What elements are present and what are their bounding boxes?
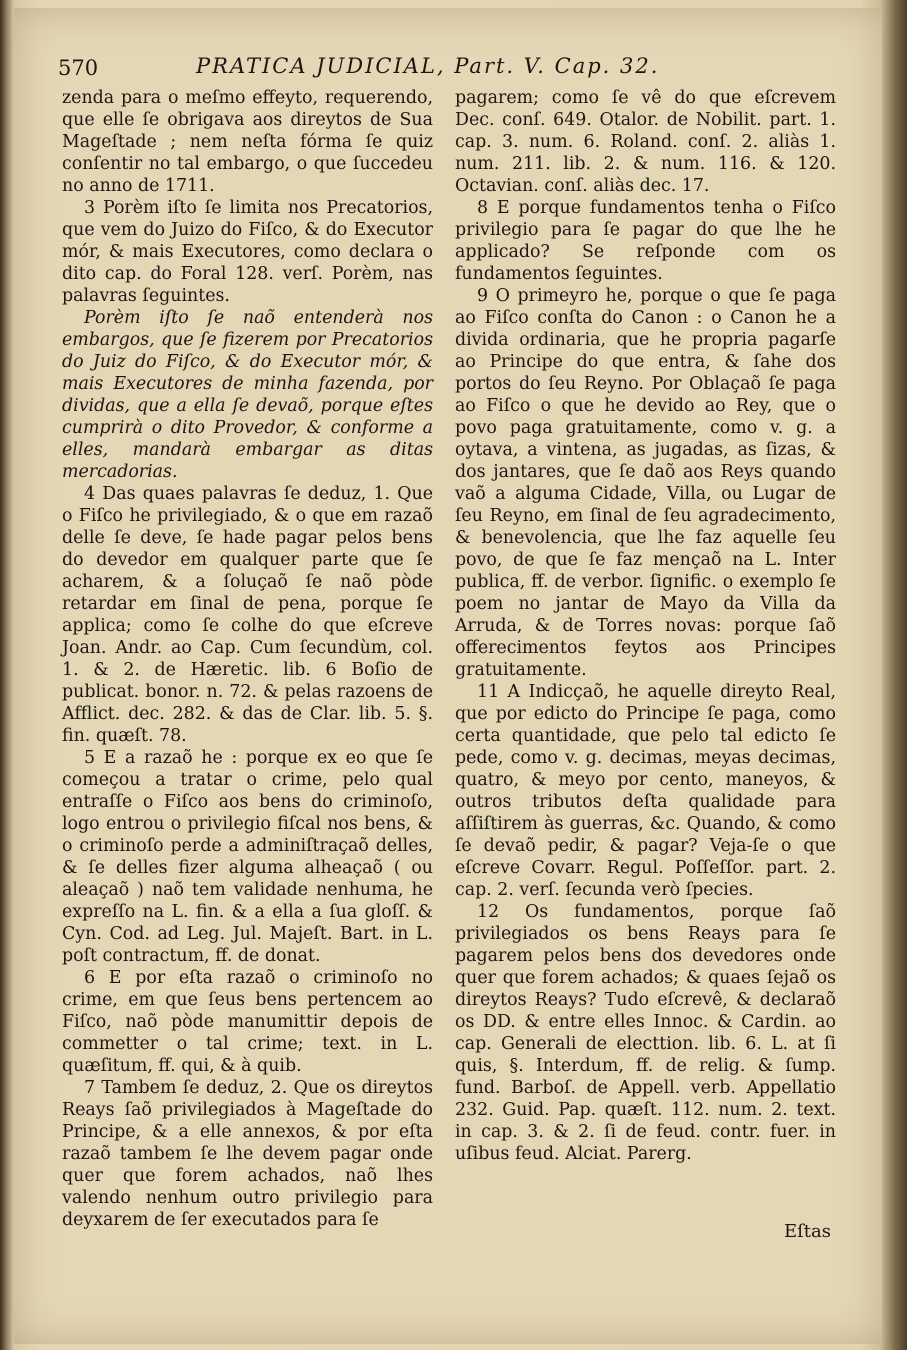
paragraph: 9 O primeyro he, porque o que ſe paga ao Fiſco conſta do Canon : o Canon he a divida ordinaria, que he propria pagarſe ao Principe do que entra, & ſahe dos portos do ſeu Reyno. Por Oblaçaõ ſe paga ao Fiſco o que he devido ao Rey, que o povo paga gratuitamente, como v. g. a oytava, a vintena, as jugadas, as ſizas, & dos jantares, que ſe daõ aos Reys quando vaõ a alguma Cidade, Villa, ou Lugar de ſeu Reyno, em ſinal de ſeu agradecimento, & benevolencia, que lhe faz aquelle ſeu povo, de que ſe faz mençaõ na L. Inter publica, ff. de verbor. ſignific. o exemplo ſe poem no jantar de Mayo da Villa da Arruda, & de Torres novas: porque ſaõ offerecimentos feytos aos Principes gratuitamente. xyxy=(455,286,836,680)
paragraph: 4 Das quaes palavras ſe deduz, 1. Que o Fiſco he privilegiado, & o que em razaõ delle ſe deve, ſe hade pagar pelos bens do devedor em qualquer parte que ſe acharem, & a ſoluçaõ ſe naõ pòde retardar em ſinal de pena, porque ſe applica; como ſe colhe do que eſcreve Joan. Andr. ao Cap. Cum ſecundùm, col. 1. & 2. de Hæretic. lib. 6 Boſio de publicat. bonor. n. 72. & pelas razoens de Afflict. dec. 282. & das de Clar. lib. 5. §. fin. quæſt. 78. xyxy=(62,484,433,746)
left-column xyxy=(62,87,433,1231)
paragraph: 3 Porèm iſto ſe limita nos Precatorios, que vem do Juizo do Fiſco, & do Executor mór, & mais Executores, como declara o dito cap. do Foral 128. verſ. Porèm, nas palavras ſeguintes. xyxy=(62,198,433,306)
paragraph: zenda para o meſmo effeyto, requerendo, que elle ſe obrigava aos direytos de Sua Mageſtade ; nem neſta fórma ſe quiz conſentir no tal embargo, o que ſuccedeu no anno de 1711. xyxy=(62,88,433,196)
paragraph: 7 Tambem ſe deduz, 2. Que os direytos Reays ſaõ privilegiados à Mageſtade do Principe, & a elle annexos, & por eſta razaõ tambem ſe lhe devem pagar onde quer que forem achados, naõ lhes valendo nenhum outro privilegio para deyxarem de ſer executados para ſe xyxy=(62,1078,433,1230)
paragraph: 6 E por eſta razaõ o criminoſo no crime, em que ſeus bens pertencem ao Fiſco, naõ pòde manumittir depois de commetter o tal crime; text. in L. quæſitum, ff. qui, & à quib. xyxy=(62,968,433,1076)
paragraph: Porèm iſto ſe naõ entenderà nos embargos, que ſe fizerem por Precatorios do Juiz do Fiſco, & do Executor mór, & mais Executores de minha fazenda, por dividas, que a ella ſe devaõ, porque eſtes cumprirà o dito Provedor, & conforme a elles, mandarà embargar as ditas mercadorias. xyxy=(62,308,433,482)
paragraph: pagarem; como ſe vê do que eſcrevem Dec. conſ. 649. Otalor. de Nobilit. part. 1. cap. 3. num. 6. Roland. conſ. 2. aliàs 1. num. 211. lib. 2. & num. 116. & 120. Octavian. conſ. aliàs dec. 17. xyxy=(455,88,836,196)
paragraph: 12 Os fundamentos, porque ſaõ privilegiados os bens Reays para ſe pagarem pelos bens dos devedores onde quer que forem achados; & quaes ſejaõ os direytos Reays? Tudo eſcrevê, & declaraõ os DD. & entre elles Innoc. & Cardin. ao cap. Generali de electtion. lib. 6. L. at ſi quis, §. Interdum, ff. de relig. & ſump. fund. Barboſ. de Appell. verb. Appellatio 232. Guid. Pap. quæſt. 112. num. 2. text. in cap. 3. & 2. ſi de feud. contr. fuer. in uſibus feud. Alciat. Parerg. xyxy=(455,902,836,1164)
paragraph: 5 E a razaõ he : porque ex eo que ſe começou a tratar o crime, pelo qual entraſſe o Fiſco aos bens do criminoſo, logo entrou o privilegio fiſcal nos bens, & o criminoſo perde a adminiſtraçaõ delles, & ſe delles fizer alguma alheaçaõ ( ou aleaçaõ ) naõ tem validade nenhuma, he expreſſo na L. fin. & a ella a ſua gloſſ. & Cyn. Cod. ad Leg. Jul. Majeſt. Bart. in L. poſt contractum, ff. de donat. xyxy=(62,748,433,966)
catchword: Eſtas xyxy=(784,1221,832,1242)
page-header xyxy=(58,50,838,90)
right-column xyxy=(455,87,836,1165)
running-title: PRATICA JUDICIAL, Part. V. Cap. 32. xyxy=(196,54,660,78)
paragraph: 11 A Indicçaõ, he aquelle direyto Real, que por edicto do Principe ſe paga, como certa quantidade, que pelo tal edicto ſe pede, como v. g. decimas, meyas decimas, quatro, & meyo por cento, maneyos, & outros tributos deſta qualidade para aſſiſtirem às guerras, &c. Quando, & como ſe devaõ pedir, & pagar? Veja-ſe o que eſcreve Covarr. Regul. Poſſeſſor. part. 2. cap. 2. verſ. ſecunda verò ſpecies. xyxy=(455,682,836,900)
paragraph: 8 E porque fundamentos tenha o Fiſco privilegio para ſe pagar do que lhe he applicado? Se reſponde com os fundamentos ſeguintes. xyxy=(455,198,836,284)
page-number: 570 xyxy=(58,56,99,80)
